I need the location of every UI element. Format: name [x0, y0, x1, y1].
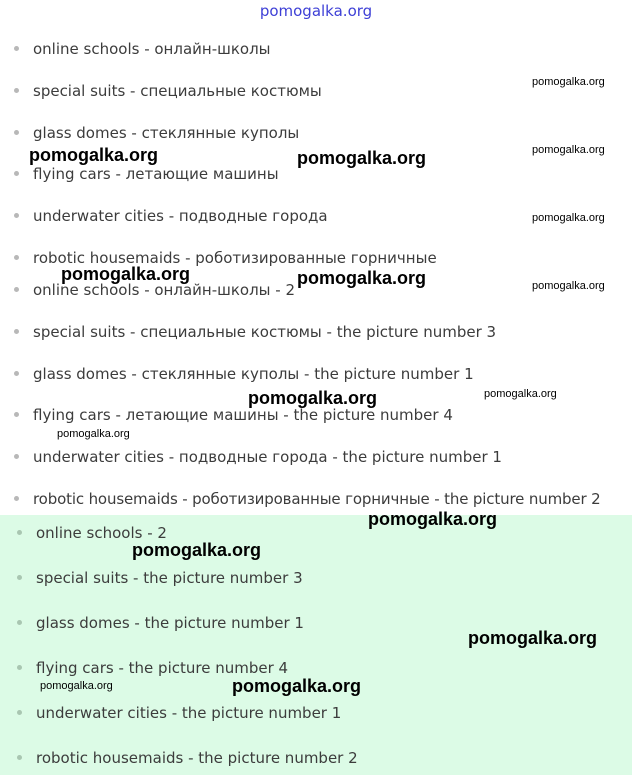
list-item [17, 703, 341, 723]
bullet-icon [14, 213, 19, 218]
list-item [17, 613, 304, 633]
list-item-text: glass domes - стеклянные куполы - the picture number 1 [33, 365, 474, 383]
list-item-text: robotic housemaids - роботизированные горничные [33, 249, 437, 267]
watermark: pomogalka.org [368, 509, 498, 529]
bullet-icon [14, 496, 19, 501]
bullet-icon [14, 454, 19, 459]
list-item-text: underwater cities - подводные города [33, 207, 328, 225]
list-item-text: underwater cities - the picture number 1 [36, 704, 342, 722]
list-item-text: special suits - специальные костюмы - the picture number 3 [33, 323, 497, 341]
watermark: pomogalka.org [61, 264, 191, 284]
bullet-icon [14, 412, 19, 417]
bullet-icon [17, 530, 22, 535]
list-item-text: special suits - the picture number 3 [36, 569, 303, 587]
list-item-text: online schools - онлайн-школы [33, 40, 271, 58]
list-item [14, 489, 601, 509]
list-item-text: underwater cities - подводные города - the picture number 1 [33, 448, 502, 466]
list-item-text: flying cars - летающие машины - the picture number 4 [33, 406, 453, 424]
watermark: pomogalka.org [248, 388, 378, 408]
bullet-icon [14, 255, 19, 260]
list-item-text: robotic housemaids - the picture number 2 [36, 749, 358, 767]
bullet-icon [14, 46, 19, 51]
watermark: pomogalka.org [232, 676, 362, 696]
bullet-icon [14, 287, 19, 292]
watermark: pomogalka.org [532, 76, 605, 88]
watermark: pomogalka.org [29, 145, 159, 165]
watermark: pomogalka.org [297, 148, 427, 168]
bullet-icon [14, 371, 19, 376]
list-item-text: online schools - онлайн-школы - 2 [33, 281, 295, 299]
list-item [14, 322, 496, 342]
watermark: pomogalka.org [532, 280, 605, 292]
list-item [14, 364, 474, 384]
list-item-text: online schools - 2 [36, 524, 167, 542]
watermark: pomogalka.org [532, 144, 605, 156]
list-item-text: robotic housemaids - роботизированные горничные - the picture number 2 [33, 490, 601, 508]
watermark: pomogalka.org [40, 680, 113, 692]
bullet-icon [17, 755, 22, 760]
bullet-icon [17, 575, 22, 580]
list-item-text: flying cars - летающие машины [33, 165, 279, 183]
bullet-icon [14, 171, 19, 176]
watermark: pomogalka.org [57, 428, 130, 440]
watermark: pomogalka.org [132, 540, 262, 560]
list-item-text: special suits - специальные костюмы [33, 82, 322, 100]
watermark: pomogalka.org [532, 212, 605, 224]
list-item-text: glass domes - the picture number 1 [36, 614, 304, 632]
list-item-text: flying cars - the picture number 4 [36, 659, 289, 677]
list-item [14, 123, 299, 143]
list-item [14, 164, 279, 184]
list-item-text: glass domes - стеклянные куполы [33, 124, 300, 142]
watermark: pomogalka.org [484, 388, 557, 400]
list-item [14, 81, 322, 101]
bullet-icon [17, 620, 22, 625]
list-item [14, 405, 453, 425]
bullet-icon [14, 130, 19, 135]
list-item [14, 206, 328, 226]
list-item [14, 39, 271, 59]
bullet-icon [14, 88, 19, 93]
list-item [17, 748, 358, 768]
list-item [14, 447, 502, 467]
site-header-link[interactable]: pomogalka.org [259, 2, 373, 20]
bullet-icon [17, 710, 22, 715]
bullet-icon [14, 329, 19, 334]
watermark: pomogalka.org [468, 628, 598, 648]
watermark: pomogalka.org [297, 268, 427, 288]
bullet-icon [17, 665, 22, 670]
list-item [17, 568, 303, 588]
